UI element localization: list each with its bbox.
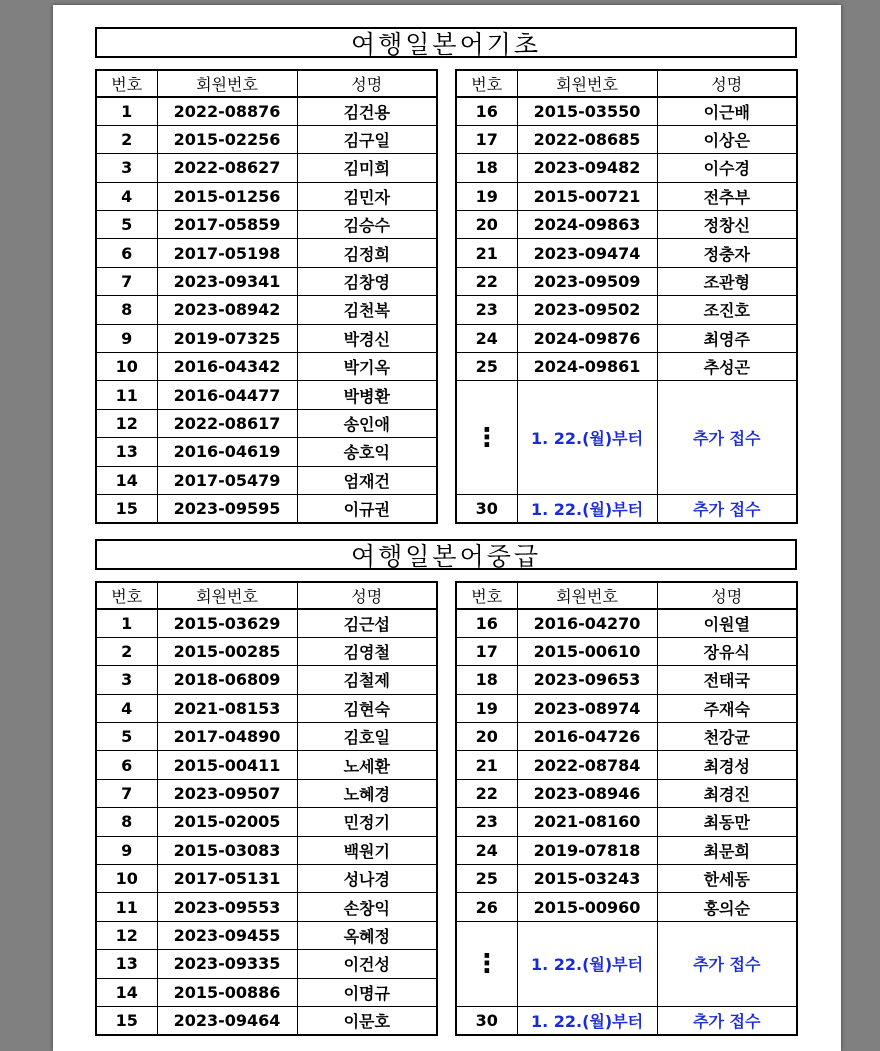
row-num: 3 — [96, 154, 157, 182]
row-member-id: 2018-06809 — [157, 666, 297, 694]
row-num: 12 — [96, 409, 157, 437]
header-member-id: 회원번호 — [517, 70, 657, 97]
row-num: 7 — [96, 779, 157, 807]
row-name: 이명규 — [297, 978, 437, 1006]
table-row — [96, 893, 437, 921]
row-name: 이수경 — [657, 154, 797, 182]
row-num: 2 — [96, 637, 157, 665]
roster-table-right — [455, 69, 798, 524]
row-num: 24 — [456, 836, 517, 864]
row-name: 주재숙 — [657, 694, 797, 722]
row-name: 정창신 — [657, 211, 797, 239]
row-num: 24 — [456, 324, 517, 352]
row-member-id: 2023-09507 — [157, 779, 297, 807]
header-num: 번호 — [96, 70, 157, 97]
row-member-id: 2017-05131 — [157, 865, 297, 893]
row-num: 1 — [96, 97, 157, 125]
row-name: 이건성 — [297, 950, 437, 978]
row-num: 20 — [456, 211, 517, 239]
row-name: 성나경 — [297, 865, 437, 893]
row-num: 22 — [456, 267, 517, 295]
row-name: 김승수 — [297, 211, 437, 239]
header-member-id: 회원번호 — [517, 582, 657, 609]
row-member-id: 2022-08617 — [157, 409, 297, 437]
row-member-id: 2024-09876 — [517, 324, 657, 352]
row-name: 김철제 — [297, 666, 437, 694]
additional-date: 1. 22.(월)부터 — [517, 381, 657, 495]
header-member-id: 회원번호 — [157, 582, 297, 609]
row-name: 최경성 — [657, 751, 797, 779]
table-row — [96, 211, 437, 239]
row-member-id: 2017-05479 — [157, 466, 297, 494]
row-member-id: 2015-00610 — [517, 637, 657, 665]
table-row — [96, 751, 437, 779]
row-name: 이원열 — [657, 609, 797, 637]
table-row — [96, 324, 437, 352]
row-num: 2 — [96, 125, 157, 153]
continuation-dots: ⋮ — [456, 381, 517, 495]
row-member-id: 2023-09509 — [517, 267, 657, 295]
table-row — [456, 865, 797, 893]
table-row — [96, 978, 437, 1006]
row-member-id: 2023-09335 — [157, 950, 297, 978]
row-num: 13 — [96, 438, 157, 466]
row-num: 3 — [96, 666, 157, 694]
table-row — [96, 723, 437, 751]
additional-date: 1. 22.(월)부터 — [517, 495, 657, 523]
table-row — [96, 438, 437, 466]
row-num: 26 — [456, 893, 517, 921]
row-num: 16 — [456, 97, 517, 125]
row-name: 백원기 — [297, 836, 437, 864]
row-num: 7 — [96, 267, 157, 295]
row-member-id: 2023-09455 — [157, 921, 297, 949]
header-name: 성명 — [657, 70, 797, 97]
table-row — [456, 666, 797, 694]
row-member-id: 2024-09863 — [517, 211, 657, 239]
table-row — [456, 609, 797, 637]
table-row — [456, 637, 797, 665]
row-num: 11 — [96, 381, 157, 409]
row-num: 25 — [456, 865, 517, 893]
table-row-last — [456, 495, 797, 523]
table-row — [456, 808, 797, 836]
row-member-id: 2023-09474 — [517, 239, 657, 267]
row-name: 홍의순 — [657, 893, 797, 921]
row-name: 김근섭 — [297, 609, 437, 637]
row-name: 김미희 — [297, 154, 437, 182]
roster-table-left — [95, 69, 438, 524]
row-num: 30 — [456, 1006, 517, 1034]
row-member-id: 2019-07818 — [517, 836, 657, 864]
header-num: 번호 — [96, 582, 157, 609]
row-member-id: 2023-08974 — [517, 694, 657, 722]
row-name: 전추부 — [657, 182, 797, 210]
row-name: 송호익 — [297, 438, 437, 466]
row-member-id: 2019-07325 — [157, 324, 297, 352]
row-name: 최문희 — [657, 836, 797, 864]
row-num: 21 — [456, 239, 517, 267]
table-row — [96, 239, 437, 267]
table-row — [96, 97, 437, 125]
row-member-id: 2017-05859 — [157, 211, 297, 239]
table-row — [96, 494, 437, 522]
header-name: 성명 — [297, 582, 437, 609]
row-member-id: 2023-08942 — [157, 296, 297, 324]
row-member-id: 2023-09553 — [157, 893, 297, 921]
row-num: 22 — [456, 779, 517, 807]
section-title: 여행일본어기초 — [95, 27, 797, 58]
row-num: 15 — [96, 1006, 157, 1034]
row-num: 9 — [96, 836, 157, 864]
row-num: 6 — [96, 751, 157, 779]
table-row — [96, 1006, 437, 1034]
table-row — [96, 182, 437, 210]
table-row — [456, 836, 797, 864]
row-name: 한세동 — [657, 865, 797, 893]
row-name: 김호일 — [297, 723, 437, 751]
row-member-id: 2023-09595 — [157, 494, 297, 522]
row-name: 김구일 — [297, 125, 437, 153]
roster-table-right — [455, 581, 798, 1036]
table-row-last — [456, 1006, 797, 1034]
row-num: 14 — [96, 978, 157, 1006]
row-name: 장유식 — [657, 637, 797, 665]
row-member-id: 2015-00886 — [157, 978, 297, 1006]
row-name: 노혜경 — [297, 779, 437, 807]
table-row — [456, 267, 797, 295]
row-member-id: 2015-01256 — [157, 182, 297, 210]
row-name: 손창익 — [297, 893, 437, 921]
table-row — [96, 125, 437, 153]
row-name: 이문호 — [297, 1006, 437, 1034]
row-name: 김천복 — [297, 296, 437, 324]
row-name: 이상은 — [657, 125, 797, 153]
row-num: 5 — [96, 723, 157, 751]
row-member-id: 2021-08153 — [157, 694, 297, 722]
row-num: 15 — [96, 494, 157, 522]
table-row — [96, 950, 437, 978]
row-member-id: 2017-04890 — [157, 723, 297, 751]
additional-date: 1. 22.(월)부터 — [517, 1006, 657, 1034]
row-name: 추성곤 — [657, 353, 797, 381]
row-name: 이규권 — [297, 494, 437, 522]
row-member-id: 2015-03550 — [517, 97, 657, 125]
row-num: 11 — [96, 893, 157, 921]
table-row — [456, 239, 797, 267]
row-num: 8 — [96, 296, 157, 324]
table-row — [456, 324, 797, 352]
table-row — [96, 296, 437, 324]
row-member-id: 2015-02005 — [157, 808, 297, 836]
row-member-id: 2022-08784 — [517, 751, 657, 779]
row-member-id: 2015-03083 — [157, 836, 297, 864]
table-row — [456, 211, 797, 239]
row-member-id: 2021-08160 — [517, 808, 657, 836]
row-name: 김민자 — [297, 182, 437, 210]
row-name: 박기옥 — [297, 353, 437, 381]
table-row — [456, 893, 797, 921]
table-row — [96, 353, 437, 381]
row-name: 민정기 — [297, 808, 437, 836]
table-row — [456, 182, 797, 210]
row-num: 23 — [456, 808, 517, 836]
header-member-id: 회원번호 — [157, 70, 297, 97]
header-name: 성명 — [657, 582, 797, 609]
header-row — [96, 582, 437, 609]
row-num: 9 — [96, 324, 157, 352]
row-name: 옥혜정 — [297, 921, 437, 949]
table-row — [456, 154, 797, 182]
row-num: 8 — [96, 808, 157, 836]
table-row — [96, 865, 437, 893]
table-row — [456, 353, 797, 381]
row-member-id: 2024-09861 — [517, 353, 657, 381]
table-row — [96, 609, 437, 637]
row-member-id: 2023-09341 — [157, 267, 297, 295]
row-member-id: 2023-09653 — [517, 666, 657, 694]
row-member-id: 2023-09482 — [517, 154, 657, 182]
table-row — [96, 666, 437, 694]
table-row — [96, 466, 437, 494]
row-name: 최경진 — [657, 779, 797, 807]
row-num: 17 — [456, 125, 517, 153]
row-num: 19 — [456, 694, 517, 722]
row-num: 5 — [96, 211, 157, 239]
table-row — [96, 637, 437, 665]
row-name: 이근배 — [657, 97, 797, 125]
row-member-id: 2015-00285 — [157, 637, 297, 665]
row-member-id: 2015-00960 — [517, 893, 657, 921]
row-name: 조관형 — [657, 267, 797, 295]
row-name: 조진호 — [657, 296, 797, 324]
table-row — [456, 723, 797, 751]
row-name: 최영주 — [657, 324, 797, 352]
row-name: 박병환 — [297, 381, 437, 409]
table-row — [96, 694, 437, 722]
row-num: 30 — [456, 495, 517, 523]
row-name: 김정희 — [297, 239, 437, 267]
row-member-id: 2015-00411 — [157, 751, 297, 779]
row-name: 천강균 — [657, 723, 797, 751]
row-name: 노세환 — [297, 751, 437, 779]
additional-note: 추가 접수 — [657, 1006, 797, 1034]
row-num: 23 — [456, 296, 517, 324]
row-member-id: 2016-04477 — [157, 381, 297, 409]
table-row — [456, 125, 797, 153]
additional-registration-row — [456, 921, 797, 1006]
table-row — [456, 694, 797, 722]
row-name: 송인애 — [297, 409, 437, 437]
additional-note: 추가 접수 — [657, 495, 797, 523]
header-row — [456, 582, 797, 609]
row-name: 김현숙 — [297, 694, 437, 722]
row-num: 18 — [456, 154, 517, 182]
row-member-id: 2016-04342 — [157, 353, 297, 381]
continuation-dots: ⋮ — [456, 921, 517, 1006]
header-num: 번호 — [456, 582, 517, 609]
table-row — [456, 97, 797, 125]
row-member-id: 2016-04726 — [517, 723, 657, 751]
row-member-id: 2015-03243 — [517, 865, 657, 893]
row-num: 13 — [96, 950, 157, 978]
row-num: 6 — [96, 239, 157, 267]
additional-registration-row — [456, 381, 797, 495]
row-name: 정충자 — [657, 239, 797, 267]
header-row — [96, 70, 437, 97]
header-row — [456, 70, 797, 97]
table-row — [456, 296, 797, 324]
additional-note: 추가 접수 — [657, 381, 797, 495]
row-num: 25 — [456, 353, 517, 381]
table-row — [96, 154, 437, 182]
table-row — [456, 751, 797, 779]
row-num: 14 — [96, 466, 157, 494]
section-title: 여행일본어중급 — [95, 539, 797, 570]
row-member-id: 2015-00721 — [517, 182, 657, 210]
row-member-id: 2016-04270 — [517, 609, 657, 637]
additional-date: 1. 22.(월)부터 — [517, 921, 657, 1006]
row-num: 12 — [96, 921, 157, 949]
table-row — [96, 779, 437, 807]
row-member-id: 2022-08627 — [157, 154, 297, 182]
row-member-id: 2023-08946 — [517, 779, 657, 807]
table-row — [96, 836, 437, 864]
table-row — [96, 267, 437, 295]
row-num: 1 — [96, 609, 157, 637]
row-num: 16 — [456, 609, 517, 637]
row-name: 전태국 — [657, 666, 797, 694]
table-row — [96, 409, 437, 437]
row-member-id: 2022-08876 — [157, 97, 297, 125]
row-num: 17 — [456, 637, 517, 665]
row-num: 19 — [456, 182, 517, 210]
table-row — [456, 779, 797, 807]
row-name: 김영철 — [297, 637, 437, 665]
row-member-id: 2023-09464 — [157, 1006, 297, 1034]
row-num: 18 — [456, 666, 517, 694]
row-num: 10 — [96, 865, 157, 893]
table-row — [96, 808, 437, 836]
row-num: 21 — [456, 751, 517, 779]
row-member-id: 2016-04619 — [157, 438, 297, 466]
row-num: 20 — [456, 723, 517, 751]
row-name: 김건용 — [297, 97, 437, 125]
row-member-id: 2023-09502 — [517, 296, 657, 324]
header-num: 번호 — [456, 70, 517, 97]
row-num: 10 — [96, 353, 157, 381]
row-name: 엄재건 — [297, 466, 437, 494]
roster-table-left — [95, 581, 438, 1036]
row-member-id: 2015-03629 — [157, 609, 297, 637]
header-name: 성명 — [297, 70, 437, 97]
table-row — [96, 381, 437, 409]
row-name: 김창영 — [297, 267, 437, 295]
additional-note: 추가 접수 — [657, 921, 797, 1006]
table-row — [96, 921, 437, 949]
row-num: 4 — [96, 694, 157, 722]
row-member-id: 2015-02256 — [157, 125, 297, 153]
row-member-id: 2022-08685 — [517, 125, 657, 153]
row-member-id: 2017-05198 — [157, 239, 297, 267]
row-name: 최동만 — [657, 808, 797, 836]
row-name: 박경신 — [297, 324, 437, 352]
row-num: 4 — [96, 182, 157, 210]
